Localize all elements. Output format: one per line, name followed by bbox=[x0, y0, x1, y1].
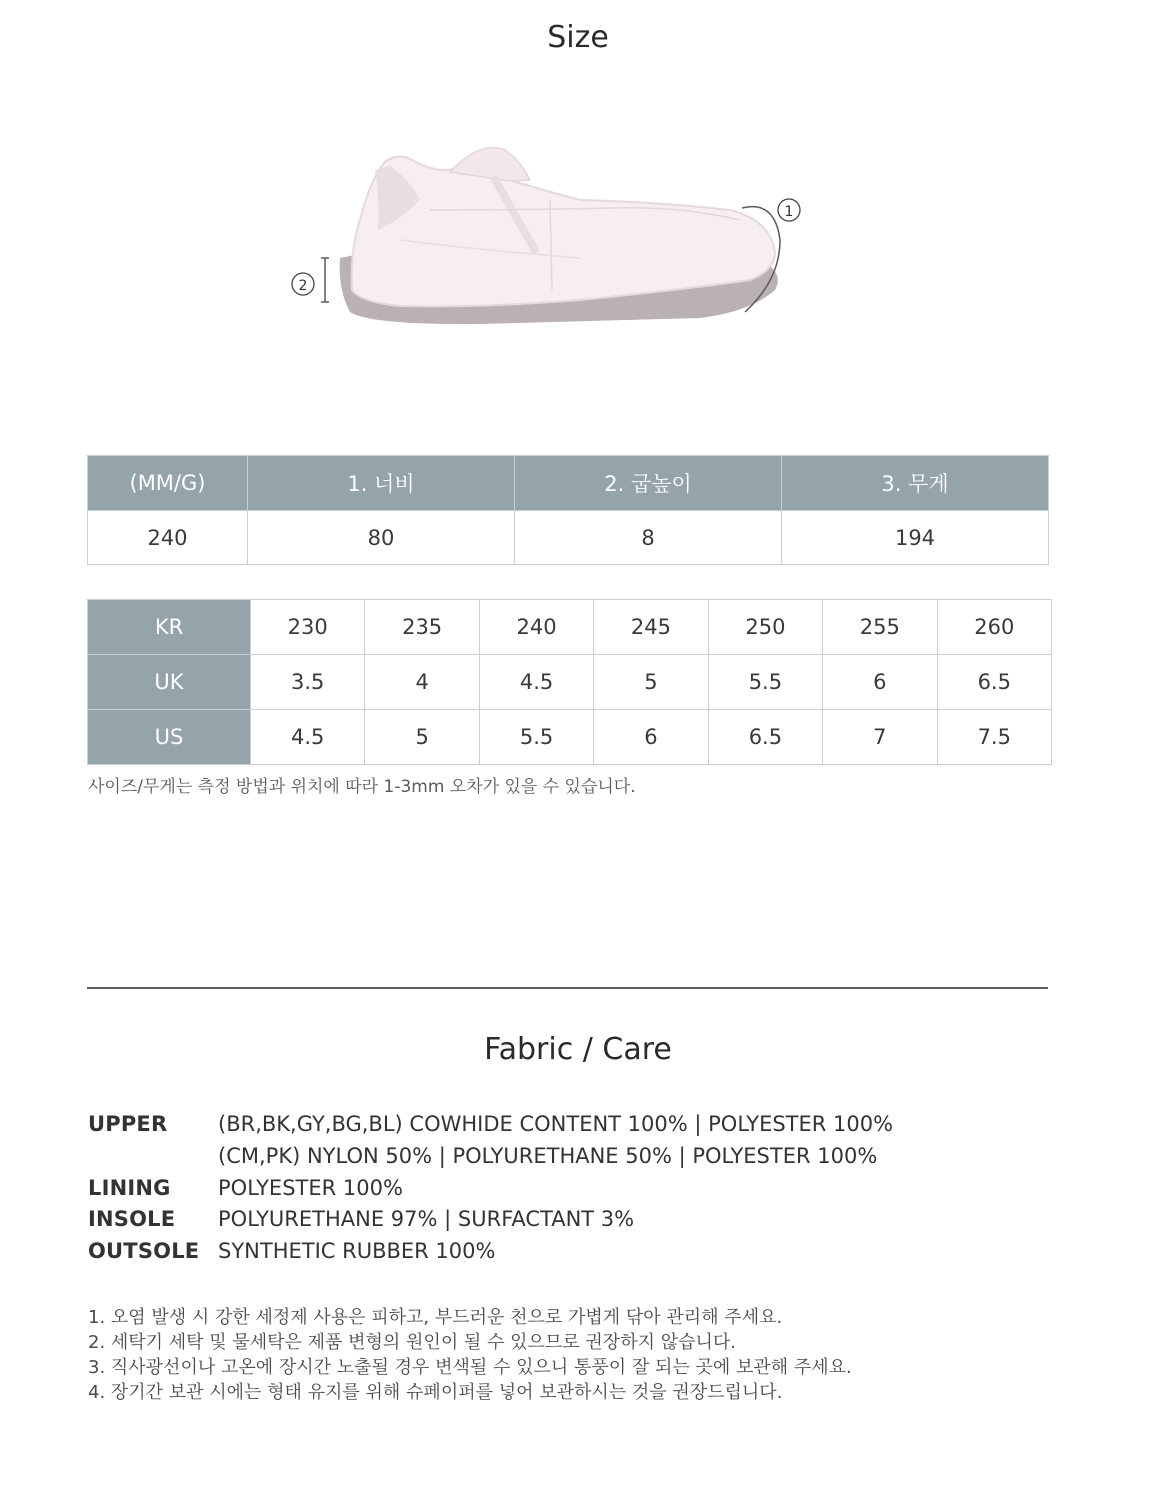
shoe-image bbox=[280, 140, 820, 340]
spec-value: (BR,BK,GY,BG,BL) COWHIDE CONTENT 100% | POLYESTER 100% bbox=[218, 1112, 894, 1136]
measure-cell: 8 bbox=[515, 511, 782, 565]
size-row-uk bbox=[88, 655, 1052, 710]
size-row-label: UK bbox=[88, 655, 251, 710]
measurement-note: 사이즈/무게는 측정 방법과 위치에 따라 1-3mm 오차가 있을 수 있습니다. bbox=[88, 777, 636, 797]
size-cell: 240 bbox=[479, 600, 593, 655]
spec-label: INSOLE bbox=[88, 1207, 176, 1231]
size-cell: 4 bbox=[365, 655, 479, 710]
measure-cell: 240 bbox=[88, 511, 248, 565]
care-item: 2. 세탁기 세탁 및 물세탁은 제품 변형의 원인이 될 수 있으므로 권장하지 않습니다. bbox=[88, 1332, 736, 1353]
section-divider bbox=[87, 987, 1048, 989]
size-cell: 6 bbox=[823, 655, 937, 710]
size-conversion-table bbox=[87, 599, 1052, 765]
size-cell: 4.5 bbox=[479, 655, 593, 710]
measure-header: 2. 굽높이 bbox=[515, 456, 782, 511]
spec-value: SYNTHETIC RUBBER 100% bbox=[218, 1239, 496, 1263]
size-cell: 5.5 bbox=[479, 710, 593, 765]
size-cell: 5 bbox=[365, 710, 479, 765]
size-cell: 5 bbox=[594, 655, 708, 710]
size-cell: 245 bbox=[594, 600, 708, 655]
measure-header: 1. 너비 bbox=[248, 456, 515, 511]
size-cell: 6.5 bbox=[937, 655, 1051, 710]
size-cell: 4.5 bbox=[251, 710, 365, 765]
measure-header-row bbox=[88, 456, 1049, 511]
size-cell: 250 bbox=[708, 600, 822, 655]
size-cell: 255 bbox=[823, 600, 937, 655]
size-row-kr bbox=[88, 600, 1052, 655]
measure-table bbox=[87, 455, 1049, 565]
svg-text:2: 2 bbox=[298, 278, 308, 294]
shoe-illustration bbox=[280, 140, 820, 340]
size-title: Size bbox=[547, 20, 609, 55]
size-cell: 6 bbox=[594, 710, 708, 765]
spec-value: (CM,PK) NYLON 50% | POLYURETHANE 50% | POLYESTER 100% bbox=[218, 1144, 878, 1168]
size-row-label: US bbox=[88, 710, 251, 765]
svg-text:1: 1 bbox=[784, 204, 794, 220]
size-cell: 6.5 bbox=[708, 710, 822, 765]
size-cell: 7 bbox=[823, 710, 937, 765]
care-item: 3. 직사광선이나 고온에 장시간 노출될 경우 변색될 수 있으니 통풍이 잘 되는 곳에 보관해 주세요. bbox=[88, 1357, 852, 1378]
measure-header: 3. 무게 bbox=[782, 456, 1049, 511]
size-cell: 230 bbox=[251, 600, 365, 655]
fabric-care-title: Fabric / Care bbox=[484, 1032, 672, 1067]
care-item: 1. 오염 발생 시 강한 세정제 사용은 피하고, 부드러운 천으로 가볍게 닦아 관리해 주세요. bbox=[88, 1307, 783, 1328]
spec-label: OUTSOLE bbox=[88, 1239, 200, 1263]
measure-header: (MM/G) bbox=[88, 456, 248, 511]
measure-cell: 80 bbox=[248, 511, 515, 565]
size-row-us bbox=[88, 710, 1052, 765]
size-cell: 3.5 bbox=[251, 655, 365, 710]
size-cell: 7.5 bbox=[937, 710, 1051, 765]
size-row-label: KR bbox=[88, 600, 251, 655]
measure-value-row bbox=[88, 511, 1049, 565]
care-instructions bbox=[88, 1305, 852, 1405]
spec-value: POLYURETHANE 97% | SURFACTANT 3% bbox=[218, 1207, 635, 1231]
spec-label: LINING bbox=[88, 1176, 171, 1200]
size-cell: 260 bbox=[937, 600, 1051, 655]
spec-label: UPPER bbox=[88, 1112, 168, 1136]
size-cell: 235 bbox=[365, 600, 479, 655]
care-item: 4. 장기간 보관 시에는 형태 유지를 위해 슈페이퍼를 넣어 보관하시는 것을 권장드립니다. bbox=[88, 1382, 783, 1403]
size-cell: 5.5 bbox=[708, 655, 822, 710]
measure-cell: 194 bbox=[782, 511, 1049, 565]
spec-value: POLYESTER 100% bbox=[218, 1176, 403, 1200]
